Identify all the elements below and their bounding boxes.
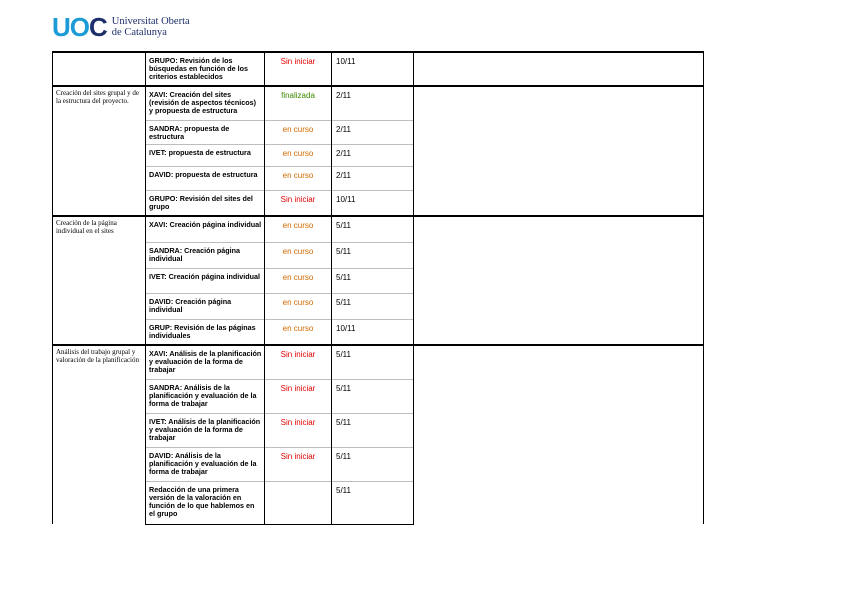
status-badge: en curso [282, 148, 314, 158]
task-description: Creación página individual [149, 245, 241, 263]
notes-cell [414, 345, 704, 524]
status-cell [265, 144, 332, 166]
task-owner: XAVI: [149, 220, 168, 229]
task-cell [146, 52, 265, 86]
status-badge: finalizada [281, 91, 315, 100]
task-description: Redacción de una primera versión de la valoración en función de lo que hablemos en el grupo [149, 484, 255, 518]
status-badge: Sin iniciar [280, 383, 316, 393]
status-cell [265, 345, 332, 379]
status-badge: Sin iniciar [280, 417, 316, 427]
status-cell [265, 319, 332, 345]
date-cell [332, 447, 414, 481]
status-badge: en curso [282, 297, 314, 307]
date-cell [332, 481, 414, 524]
logo-line-1: Universitat Oberta [111, 16, 190, 27]
task-owner: IVET: [149, 416, 167, 426]
due-date: 2/11 [336, 91, 351, 100]
due-date: 10/11 [336, 57, 356, 66]
task-owner: XAVI: [149, 349, 168, 358]
due-date: 10/11 [336, 194, 356, 204]
task-owner: IVET: [149, 271, 167, 281]
status-cell [265, 120, 332, 144]
uoc-logo-text [112, 16, 190, 38]
task-owner: IVET: [149, 147, 167, 157]
status-badge: en curso [282, 323, 314, 333]
task-description: Revisión de los búsquedas en función de los criterios establecidos [149, 56, 249, 81]
task-owner: GRUPO: [149, 56, 178, 65]
task-cell [146, 379, 265, 413]
task-description: Revisión del sites del grupo [149, 193, 253, 211]
status-badge: Sin iniciar [280, 194, 316, 204]
task-cell [146, 345, 265, 379]
notes-cell [414, 52, 704, 86]
task-description: Análisis de la planificación y evaluación de la forma de trabajar [149, 450, 257, 476]
due-date: 10/11 [336, 323, 356, 333]
date-cell [332, 144, 414, 166]
status-cell [265, 379, 332, 413]
due-date: 5/11 [336, 297, 351, 307]
task-owner: SANDRA: [149, 123, 183, 133]
task-description: Creación página individual [167, 220, 262, 229]
due-date: 2/11 [336, 170, 351, 180]
task-description: propuesta de estructura [149, 123, 230, 141]
status-badge: en curso [282, 272, 314, 282]
activity-cell [53, 86, 146, 216]
task-owner: GRUPO: [149, 193, 178, 203]
status-cell [265, 52, 332, 86]
status-badge: en curso [282, 124, 314, 134]
task-description: Creación del sites (revisión de aspectos técnicos) y propuesta de estructura [149, 90, 257, 115]
status-cell [265, 216, 332, 242]
logo-line-2: de Catalunya [111, 27, 167, 38]
task-cell [146, 190, 265, 216]
activity-text: Análisis del trabajo grupal y valoración de la planificación [56, 348, 139, 364]
date-cell [332, 120, 414, 144]
uoc-logo-mark: UOC [52, 12, 107, 42]
date-cell [332, 268, 414, 293]
date-cell [332, 293, 414, 319]
table-row [53, 345, 704, 379]
due-date: 5/11 [336, 417, 351, 427]
activity-cell [53, 345, 146, 524]
task-cell [146, 144, 265, 166]
activity-text: Creación de la página individual en el sites [56, 219, 117, 235]
activity-text: Creación del sites grupal y de la estructura del proyecto. [56, 89, 140, 105]
uoc-logo [52, 12, 190, 42]
task-description: Revisión de las páginas individuales [149, 322, 256, 340]
activity-cell [53, 52, 146, 86]
date-cell [332, 216, 414, 242]
status-cell [265, 413, 332, 447]
status-cell [265, 166, 332, 190]
date-cell [332, 319, 414, 345]
status-cell [265, 268, 332, 293]
status-badge: Sin iniciar [280, 57, 316, 66]
date-cell [332, 413, 414, 447]
table-row [53, 86, 704, 120]
activity-cell [53, 216, 146, 345]
task-owner: DAVID: [149, 169, 174, 179]
status-badge: en curso [282, 246, 314, 256]
task-cell [146, 447, 265, 481]
task-cell [146, 242, 265, 268]
status-badge: en curso [282, 170, 314, 180]
status-badge: Sin iniciar [280, 350, 316, 359]
task-cell [146, 120, 265, 144]
date-cell [332, 190, 414, 216]
task-owner: DAVID: [149, 296, 174, 306]
task-cell [146, 268, 265, 293]
task-cell [146, 86, 265, 120]
task-description: Creación página individual [166, 271, 261, 281]
task-description: Análisis de la planificación y evaluación de la forma de trabajar [149, 349, 262, 374]
date-cell [332, 86, 414, 120]
due-date: 5/11 [336, 272, 351, 282]
status-cell [265, 447, 332, 481]
task-cell [146, 216, 265, 242]
status-cell [265, 242, 332, 268]
task-description: Análisis de la planificación y evaluación de la forma de trabajar [149, 416, 261, 442]
task-cell [146, 293, 265, 319]
task-owner: XAVI: [149, 90, 168, 99]
date-cell [332, 345, 414, 379]
status-cell [265, 86, 332, 120]
task-description: Creación página individual [149, 296, 232, 314]
status-badge: en curso [282, 221, 314, 230]
status-cell [265, 293, 332, 319]
task-description: propuesta de estructura [166, 147, 251, 157]
status-cell [265, 190, 332, 216]
task-description: propuesta de estructura [173, 169, 258, 179]
date-cell [332, 166, 414, 190]
planning-table [52, 51, 704, 525]
table-row [53, 216, 704, 242]
task-owner: DAVID: [149, 450, 174, 460]
due-date: 5/11 [336, 451, 351, 461]
due-date: 2/11 [336, 148, 351, 158]
due-date: 2/11 [336, 124, 351, 134]
task-cell [146, 319, 265, 345]
task-owner: GRUP: [149, 322, 173, 332]
notes-cell [414, 86, 704, 216]
date-cell [332, 52, 414, 86]
due-date: 5/11 [336, 383, 351, 393]
task-owner: SANDRA: [149, 245, 183, 255]
date-cell [332, 242, 414, 268]
due-date: 5/11 [336, 246, 351, 256]
task-description: Análisis de la planificación y evaluación de la forma de trabajar [149, 382, 257, 408]
task-owner: SANDRA: [149, 382, 183, 392]
due-date: 5/11 [336, 221, 351, 230]
planning-table-container [52, 51, 686, 527]
notes-cell [414, 216, 704, 345]
date-cell [332, 379, 414, 413]
task-cell [146, 413, 265, 447]
due-date: 5/11 [336, 485, 351, 495]
status-badge: Sin iniciar [280, 451, 316, 461]
task-cell [146, 481, 265, 524]
table-row [53, 52, 704, 86]
status-cell [265, 481, 332, 524]
due-date: 5/11 [336, 350, 351, 359]
task-cell [146, 166, 265, 190]
